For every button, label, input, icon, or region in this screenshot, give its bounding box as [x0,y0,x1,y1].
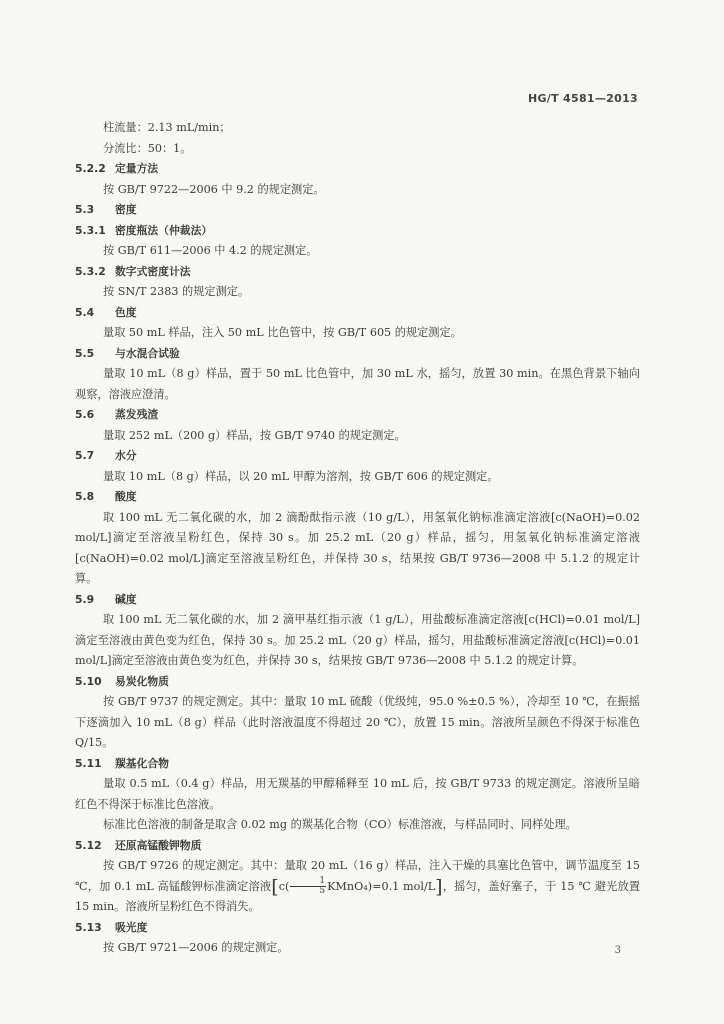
section-text: 按 GB/T 9726 的规定测定。其中：量取 20 mL（16 g）样品，注入干燥的具塞比色管中，调节温度至 15 ℃，加 0.1 mL 高锰酸钾标准滴定溶液[c( $\frac{1}{5}$ KMnO₄)=0.1 mol/L]，摇匀，盖好塞子，于 15 ℃ 避光放置 15 min。溶液所呈粉红色不得消失。 [75,859,641,913]
section-heading: 5.11 羰基化合物 [75,756,169,770]
section-text: 量取 10 mL（8 g）样品，以 20 mL 甲醇为溶剂，按 GB/T 606 的规定测定。 [103,469,499,483]
section-heading: 5.8 酸度 [75,490,137,503]
section-heading: 5.7 水分 [75,449,137,462]
section-heading: 5.3.2 数字式密度计法 [75,264,191,278]
section-text: 按 GB/T 611—2006 中 4.2 的规定测定。 [103,244,318,257]
section-heading: 5.4 色度 [75,305,137,319]
section-heading: 5.3.1 密度瓶法（仲裁法） [75,223,213,237]
section-text: 量取 50 mL 样品，注入 50 mL 比色管中，按 GB/T 605 的规定测定。 [103,326,462,339]
section-heading: 5.12 还原高锰酸钾物质 [75,838,202,852]
section-heading: 5.3 密度 [75,203,137,216]
section-text: 按 GB/T 9721—2006 的规定测定。 [103,941,289,954]
section-text: 取 100 mL 无二氧化碳的水，加 2 滴酚酞指示液（10 g/L），用氢氧化钠标准滴定溶液[c(NaOH)=0.02 mol/L]滴定至溶液呈粉红色，保持 30 s。加 25.2 mL（20 g）样品，摇匀，用氢氧化钠标准滴定溶液[c(NaOH)=0.02 mol/L]滴定至溶液呈粉红色，并保持 30 s，结果按 GB/T 9736—2008 中 5.1.2 的规定计算。 [75,510,640,585]
page-number: 3 [614,945,621,956]
section-text: 按 GB/T 9737 的规定测定。其中：量取 10 mL 硫酸（优级纯，95.0 %±0.5 %），冷却至 10 ℃，在振摇下逐滴加入 10 mL（8 g）样品（此时溶液温度不得超过 20 ℃），放置 15 min。溶液所呈颜色不得深于标准色 Q/15。 [75,695,640,749]
section-heading: 5.13 吸光度 [75,920,148,934]
section-heading: 5.5 与水混合试验 [75,346,180,360]
section-text: 量取 0.5 mL（0.4 g）样品，用无羰基的甲醇稀释至 10 mL 后，按 GB/T 9733 的规定测定。溶液所呈暗红色不得深于标准比色溶液。 [75,777,640,811]
page-content [75,118,640,959]
section-text: 标准比色溶液的制备是取含 0.02 mg 的羰基化合物（CO）标准溶液，与样品同时、同样处理。 [103,818,577,831]
standard-number: HG/T 4581—2013 [527,92,638,105]
formula: c( $\frac{1}{5}$ KMnO₄)=0.1 mol/L [278,876,436,896]
section-text: 取 100 mL 无二氧化碳的水，加 2 滴甲基红指示液（1 g/L），用盐酸标准滴定溶液[c(HCl)=0.01 mol/L]滴定至溶液由黄色变为红色，保持 30 s。加 25.2 mL（20 g）样品，摇匀，用盐酸标准滴定溶液[c(HCl)=0.01 mol/L]滴定至溶液由黄色变为红色，并保持 30 s，结果按 GB/T 9736—2008 中 5.1.2 的规定计算。 [75,613,640,667]
section-heading: 5.10 易炭化物质 [75,674,169,688]
section-text: 量取 252 mL（200 g）样品，按 GB/T 9740 的规定测定。 [103,428,406,442]
section-heading: 5.2.2 定量方法 [75,162,159,175]
section-text: 按 GB/T 9722—2006 中 9.2 的规定测定。 [103,182,325,196]
split-ratio-line: 分流比：50：1。 [103,141,192,155]
section-heading: 5.9 碱度 [75,592,137,606]
section-heading: 5.6 蒸发残渣 [75,408,159,421]
section-text: 量取 10 mL（8 g）样品，置于 50 mL 比色管中，加 30 mL 水，摇匀，放置 30 min。在黑色背景下轴向观察，溶液应澄清。 [75,367,640,401]
section-text: 按 SN/T 2383 的规定测定。 [103,285,250,298]
column-flow-line: 柱流量：2.13 mL/min； [103,121,231,134]
